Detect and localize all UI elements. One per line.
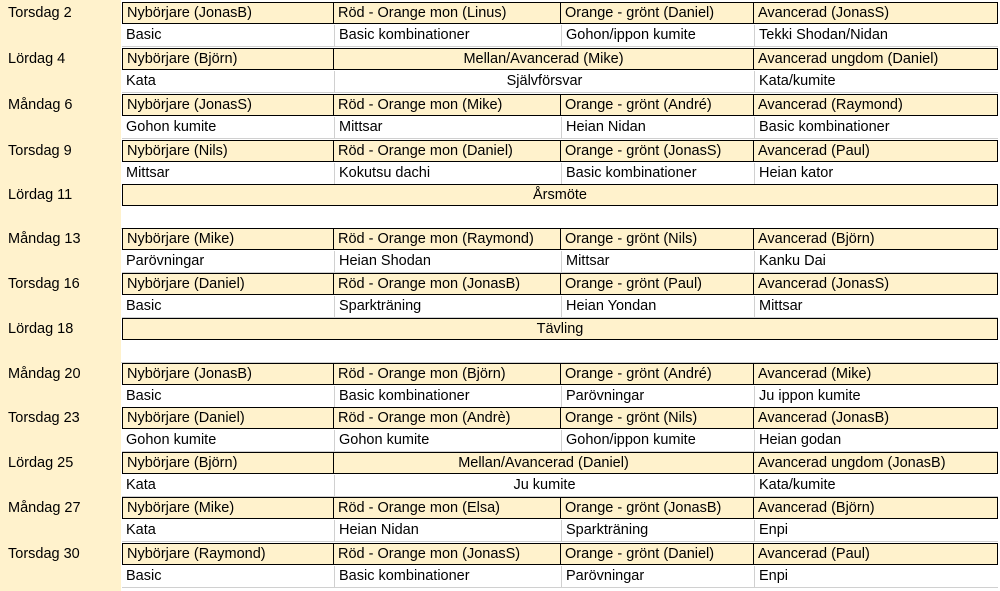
activity-cell[interactable]: Parövningar (122, 251, 334, 273)
activity-cell[interactable]: Mittsar (754, 296, 998, 318)
group-cell[interactable]: Orange - grönt (Nils) (561, 407, 754, 429)
activity-cell[interactable]: Kata (122, 475, 334, 497)
group-cell[interactable]: Orange - grönt (Paul) (561, 273, 754, 295)
group-cell[interactable]: Röd - Orange mon (Mike) (334, 94, 561, 116)
group-cell[interactable]: Nybörjare (Björn) (122, 452, 334, 474)
group-cell[interactable]: Avancerad (Björn) (754, 228, 998, 250)
group-cell[interactable]: Avancerad (JonasB) (754, 407, 998, 429)
day-label: Torsdag 2 (8, 5, 72, 21)
activity-cell[interactable]: Kanku Dai (754, 251, 998, 273)
group-cell[interactable]: Avancerad (JonasS) (754, 2, 998, 24)
activity-cell[interactable]: Basic kombinationer (754, 117, 998, 139)
group-cell[interactable]: Röd - Orange mon (Daniel) (334, 140, 561, 162)
day-label: Lördag 11 (8, 187, 73, 203)
day-label: Måndag 6 (8, 97, 73, 113)
activity-cell[interactable]: Heian Yondan (561, 296, 754, 318)
group-cell[interactable]: Avancerad ungdom (Daniel) (754, 48, 998, 70)
activity-cell[interactable]: Gohon/ippon kumite (561, 430, 754, 452)
group-cell[interactable]: Nybörjare (JonasB) (122, 2, 334, 24)
group-cell[interactable]: Orange - grönt (Nils) (561, 228, 754, 250)
group-cell[interactable]: Orange - grönt (André) (561, 363, 754, 385)
group-cell[interactable]: Nybörjare (JonasS) (122, 94, 334, 116)
activity-cell[interactable]: Heian Nidan (334, 520, 561, 542)
group-cell[interactable]: Orange - grönt (JonasS) (561, 140, 754, 162)
activity-cell[interactable]: Sparkträning (334, 296, 561, 318)
activity-cell[interactable]: Parövningar (561, 566, 754, 588)
day-label: Torsdag 23 (8, 410, 80, 426)
group-cell[interactable]: Mellan/Avancerad (Mike) (334, 48, 754, 70)
activity-cell[interactable]: Basic kombinationer (334, 386, 561, 408)
day-label: Torsdag 30 (8, 546, 80, 562)
activity-cell[interactable]: Basic kombinationer (334, 25, 561, 47)
day-label: Måndag 27 (8, 500, 81, 516)
activity-cell[interactable]: Självförsvar (334, 71, 754, 93)
activity-cell[interactable]: Basic (122, 386, 334, 408)
group-cell[interactable]: Orange - grönt (Daniel) (561, 543, 754, 565)
group-cell[interactable]: Orange - grönt (JonasB) (561, 497, 754, 519)
activity-cell[interactable]: Tekki Shodan/Nidan (754, 25, 998, 47)
activity-cell[interactable]: Kata (122, 520, 334, 542)
group-cell[interactable]: Nybörjare (Daniel) (122, 273, 334, 295)
activity-cell[interactable]: Kata/kumite (754, 71, 998, 93)
group-cell[interactable]: Orange - grönt (André) (561, 94, 754, 116)
group-cell[interactable]: Röd - Orange mon (JonasS) (334, 543, 561, 565)
group-cell[interactable]: Avancerad (Mike) (754, 363, 998, 385)
activity-cell[interactable]: Basic (122, 25, 334, 47)
group-cell[interactable]: Årsmöte (122, 184, 998, 206)
activity-cell[interactable]: Gohon/ippon kumite (561, 25, 754, 47)
group-cell[interactable]: Avancerad (JonasS) (754, 273, 998, 295)
activity-cell[interactable]: Basic kombinationer (334, 566, 561, 588)
activity-cell[interactable]: Gohon kumite (122, 430, 334, 452)
group-cell[interactable]: Nybörjare (Björn) (122, 48, 334, 70)
group-cell[interactable]: Röd - Orange mon (Elsa) (334, 497, 561, 519)
activity-cell[interactable]: Parövningar (561, 386, 754, 408)
activity-cell[interactable]: Heian kator (754, 163, 998, 185)
group-cell[interactable]: Avancerad (Björn) (754, 497, 998, 519)
activity-cell[interactable]: Heian Shodan (334, 251, 561, 273)
activity-cell[interactable]: Enpi (754, 566, 998, 588)
group-cell[interactable]: Avancerad (Raymond) (754, 94, 998, 116)
group-cell[interactable]: Tävling (122, 318, 998, 340)
day-label: Måndag 13 (8, 231, 81, 247)
group-cell[interactable]: Avancerad ungdom (JonasB) (754, 452, 998, 474)
group-cell[interactable]: Orange - grönt (Daniel) (561, 2, 754, 24)
activity-cell[interactable]: Kata/kumite (754, 475, 998, 497)
group-cell[interactable]: Röd - Orange mon (Andrè) (334, 407, 561, 429)
activity-cell[interactable]: Basic (122, 296, 334, 318)
group-cell[interactable]: Mellan/Avancerad (Daniel) (334, 452, 754, 474)
activity-cell[interactable]: Kata (122, 71, 334, 93)
day-label: Torsdag 16 (8, 276, 80, 292)
activity-cell[interactable]: Mittsar (122, 163, 334, 185)
activity-cell[interactable]: Mittsar (561, 251, 754, 273)
day-label: Lördag 4 (8, 51, 66, 67)
day-label: Torsdag 9 (8, 143, 72, 159)
group-cell[interactable]: Röd - Orange mon (Raymond) (334, 228, 561, 250)
empty-row (121, 341, 1000, 363)
activity-cell[interactable]: Basic (122, 566, 334, 588)
activity-cell[interactable]: Mittsar (334, 117, 561, 139)
day-label: Lördag 25 (8, 455, 74, 471)
group-cell[interactable]: Nybörjare (JonasB) (122, 363, 334, 385)
activity-cell[interactable]: Kokutsu dachi (334, 163, 561, 185)
group-cell[interactable]: Nybörjare (Mike) (122, 497, 334, 519)
activity-cell[interactable]: Ju kumite (334, 475, 754, 497)
group-cell[interactable]: Röd - Orange mon (Björn) (334, 363, 561, 385)
activity-cell[interactable]: Heian Nidan (561, 117, 754, 139)
group-cell[interactable]: Nybörjare (Nils) (122, 140, 334, 162)
activity-cell[interactable]: Ju ippon kumite (754, 386, 998, 408)
activity-cell[interactable]: Enpi (754, 520, 998, 542)
group-cell[interactable]: Nybörjare (Mike) (122, 228, 334, 250)
group-cell[interactable]: Nybörjare (Daniel) (122, 407, 334, 429)
activity-cell[interactable]: Gohon kumite (334, 430, 561, 452)
group-cell[interactable]: Avancerad (Paul) (754, 140, 998, 162)
activity-cell[interactable]: Basic kombinationer (561, 163, 754, 185)
activity-cell[interactable]: Gohon kumite (122, 117, 334, 139)
group-cell[interactable]: Avancerad (Paul) (754, 543, 998, 565)
group-cell[interactable]: Nybörjare (Raymond) (122, 543, 334, 565)
group-cell[interactable]: Röd - Orange mon (JonasB) (334, 273, 561, 295)
activity-cell[interactable]: Sparkträning (561, 520, 754, 542)
day-label: Lördag 18 (8, 321, 74, 337)
empty-row (121, 207, 1000, 229)
activity-cell[interactable]: Heian godan (754, 430, 998, 452)
group-cell[interactable]: Röd - Orange mon (Linus) (334, 2, 561, 24)
day-label: Måndag 20 (8, 366, 81, 382)
